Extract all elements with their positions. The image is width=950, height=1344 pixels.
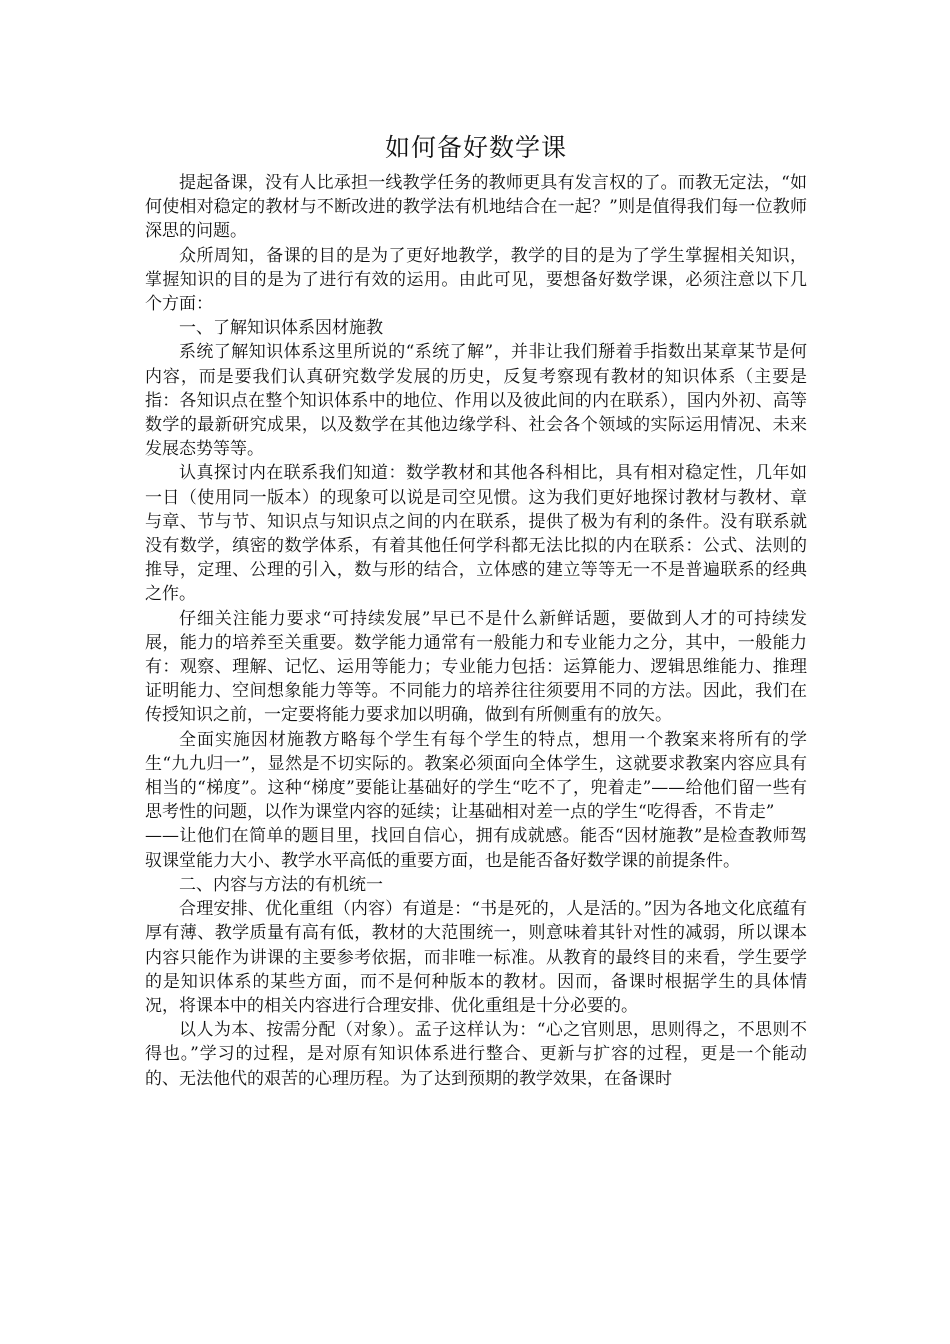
paragraph-purpose: 众所周知，备课的目的是为了更好地教学，教学的目的是为了学生掌握相关知识，掌握知识的目的是为了进行有效的运用。由此可见，要想备好数学课，必须注意以下几个方面：: [145, 245, 807, 315]
paragraph-ability: 仔细关注能力要求“可持续发展”早已不是什么新鲜话题，要做到人才的可持续发展，能力的培养至关重要。数学能力通常有一般能力和专业能力之分，其中，一般能力有：观察、理解、记忆、运用等能力；专业能力包括：运算能力、逻辑思维能力、推理证明能力、空间想象能力等等。不同能力的培养往往须要用不同的方法。因此，我们在传授知识之前，一定要将能力要求加以明确，做到有所侧重有的放矢。: [145, 608, 807, 726]
section-heading-1: 一、了解知识体系因材施教: [179, 318, 383, 339]
paragraph-people-oriented: 以人为本、按需分配（对象）。孟子这样认为：“心之官则思，思则得之，不思则不得也。”学习的过程，是对原有知识体系进行整合、更新与扩容的过程，更是一个能动的、无法他代的艰苦的心理历程。为了达到预期的教学效果，在备课时: [145, 1020, 807, 1089]
paragraph-individual-teaching-cont: ——让他们在简单的题目里，找回自信心，拥有成就感。能否“因材施教”是检查教师驾驭课堂能力大小、教学水平高低的重要方面，也是能否备好数学课的前提条件。: [145, 826, 807, 871]
paragraph-intro: 提起备课，没有人比承担一线教学任务的教师更具有发言权的了。而教无定法，“如何使相对稳定的教材与不断改进的教学法有机地结合在一起？”则是值得我们每一位教师深思的问题。: [145, 173, 807, 242]
section-heading-2: 二、内容与方法的有机统一: [179, 874, 383, 895]
document-page: [145, 128, 807, 1091]
paragraph-individual-teaching: 全面实施因材施教方略每个学生有每个学生的特点，想用一个教案来将所有的学生“九九归一”，显然是不切实际的。教案必须面向全体学生，这就要求教案内容应具有相当的“梯度”。这种“梯度”要能让基础好的学生“吃不了，兜着走”——给他们留一些有思考性的问题，以作为课堂内容的延续；让基础相对差一点的学生“吃得香，不肯走”: [145, 729, 807, 823]
paragraph-internal-links: 认真探讨内在联系我们知道：数学教材和其他各科相比，具有相对稳定性，几年如一日（使用同一版本）的现象可以说是司空见惯。这为我们更好地探讨教材与教材、章与章、节与节、知识点与知识点之间的内在联系，提供了极为有利的条件。没有联系就没有数学，缜密的数学体系，有着其他任何学科都无法比拟的内在联系：公式、法则的推导，定理、公理的引入，数与形的结合，立体感的建立等等无一不是普遍联系的经典之作。: [145, 463, 807, 605]
paragraph-content-arrangement: 合理安排、优化重组（内容）有道是：“书是死的，人是活的。”因为各地文化底蕴有厚有薄、教学质量有高有低，教材的大范围统一，则意味着其针对性的减弱，所以课本内容只能作为讲课的主要参考依据，而非唯一标准。从教育的最终目的来看，学生要学的是知识体系的某些方面，而不是何种版本的教材。因而，备课时根据学生的具体情况，将课本中的相关内容进行合理安排、优化重组是十分必要的。: [145, 899, 807, 1016]
paragraph-knowledge-system: 系统了解知识体系这里所说的“系统了解”，并非让我们掰着手指数出某章某节是何内容，而是要我们认真研究数学发展的历史，反复考察现有教材的知识体系（主要是指：各知识点在整个知识体系中的地位、作用以及彼此间的内在联系），国内外初、高等数学的最新研究成果，以及数学在其他边缘学科、社会各个领域的实际运用情况、未来发展态势等等。: [145, 342, 807, 460]
document-title: 如何备好数学课: [384, 133, 567, 162]
